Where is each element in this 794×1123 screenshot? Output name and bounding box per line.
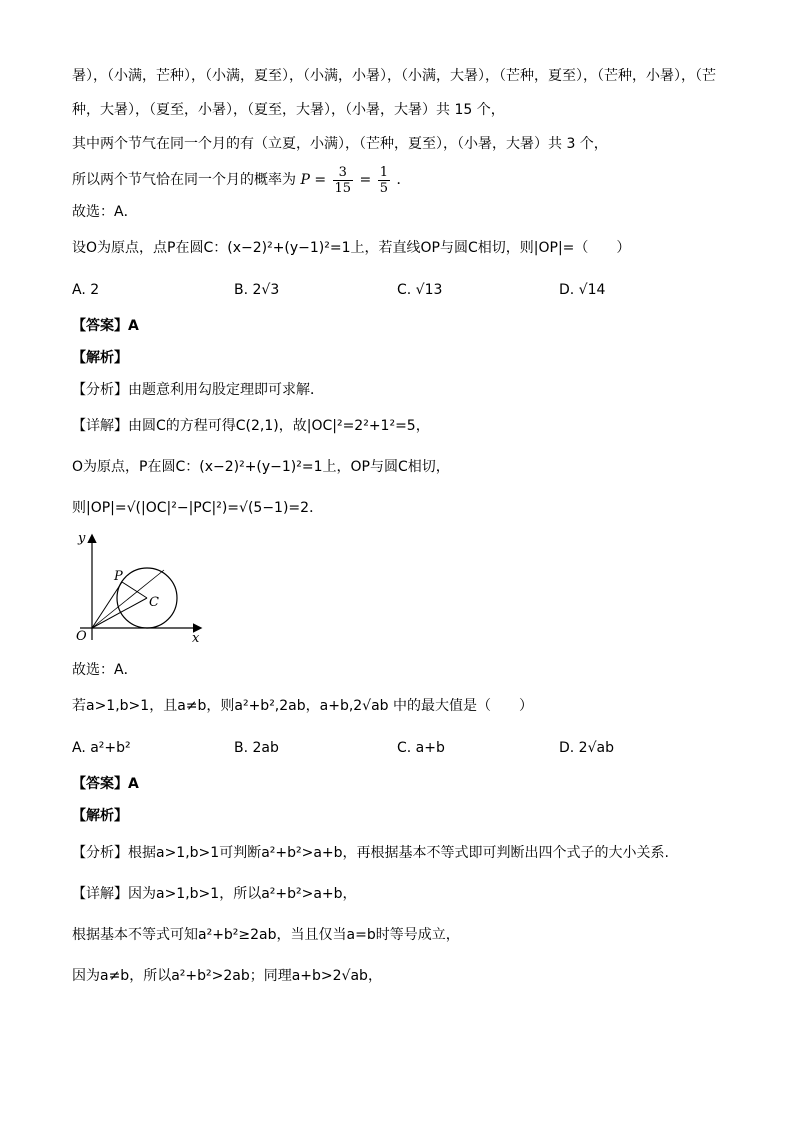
line-1: 暑），（小满，芒种），（小满，夏至），（小满，小暑），（小满，大暑），（芒种，夏至），（芒种，小暑），（芒 — [72, 68, 716, 84]
q7-option-d[interactable]: D. 2√ab — [559, 740, 614, 756]
line-3: 其中两个节气在同一个月的有（立夏，小满），（芒种，夏至），（小暑，大暑）共 3 个， — [72, 136, 608, 152]
q6-analysis-title: 【解析】 — [72, 350, 128, 366]
q6-fenxi: 【分析】由题意利用勾股定理即可求解． — [72, 382, 324, 398]
line-2: 种，大暑），（夏至，小暑），（夏至，大暑），（小暑，大暑）共 15 个， — [72, 102, 505, 118]
q7-xiangjie: 【详解】因为a>1,b>1，所以a²+b²>a+b， — [72, 886, 357, 902]
q7-analysis-title: 【解析】 — [72, 808, 128, 824]
q6-final: 故选：A． — [72, 662, 138, 678]
q6-answer: 【答案】A — [72, 318, 139, 334]
label-x: x — [192, 631, 200, 646]
q7-fenxi: 【分析】根据a>1,b>1可判断a²+b²>a+b，再根据基本不等式即可判断出四个式子的大小关系. — [72, 845, 669, 861]
q6-line2: O为原点，P在圆C：(x−2)²+(y−1)²=1上，OP与圆C相切， — [72, 459, 450, 475]
label-y: y — [78, 531, 86, 546]
question-6 — [72, 238, 630, 258]
q7-line2: 根据基本不等式可知a²+b²≥2ab，当且仅当a=b时等号成立， — [72, 927, 460, 943]
q6-xiangjie: 【详解】由圆C的方程可得C(2,1)，故|OC|²=2²+1²=5， — [72, 418, 430, 434]
question-7: 若a>1,b>1，且a≠b，则a²+b²,2ab，a+b,2√ab 中的最大值是（ ） — [72, 698, 534, 714]
q6-option-a[interactable]: A. 2 — [72, 282, 100, 298]
q6-option-c[interactable]: C. √13 — [397, 282, 443, 298]
q7-option-a[interactable]: A. a²+b² — [72, 740, 131, 756]
segment-oc — [92, 598, 147, 628]
fraction-1-5: $\frac{1}{5}$ — [379, 164, 388, 196]
q6-option-b[interactable]: B. 2√3 — [234, 282, 280, 298]
segment-pc — [122, 582, 147, 598]
label-o: O — [76, 629, 87, 644]
fraction-3-15: $\frac{3}{15}$ — [334, 164, 352, 196]
answer-line-prev: 故选：A． — [72, 204, 138, 220]
q7-answer: 【答案】A — [72, 776, 139, 792]
label-c: C — [149, 595, 159, 610]
tangent-circle-figure — [72, 528, 212, 648]
q7-option-c[interactable]: C. a+b — [397, 740, 445, 756]
label-p: P — [114, 569, 123, 584]
probability-line: 所以两个节气恰在同一个月的概率为 P = $\frac{3}{15}$ = $\frac{1}{5}$ ． — [72, 164, 411, 196]
q7-line3: 因为a≠b，所以a²+b²>2ab；同理a+b>2√ab， — [72, 968, 382, 984]
probability-prefix: 所以两个节气恰在同一个月的概率为 — [72, 172, 296, 188]
q6-line3: 则|OP|=√(|OC|²−|PC|²)=√(5−1)=2． — [72, 500, 324, 516]
q7-option-b[interactable]: B. 2ab — [234, 740, 279, 756]
question-6-text: 设O为原点，点P在圆C：(x−2)²+(y−1)²=1上，若直线OP与圆C相切，则|OP|=（ ） — [72, 240, 631, 256]
q6-option-d[interactable]: D. √14 — [559, 282, 606, 298]
